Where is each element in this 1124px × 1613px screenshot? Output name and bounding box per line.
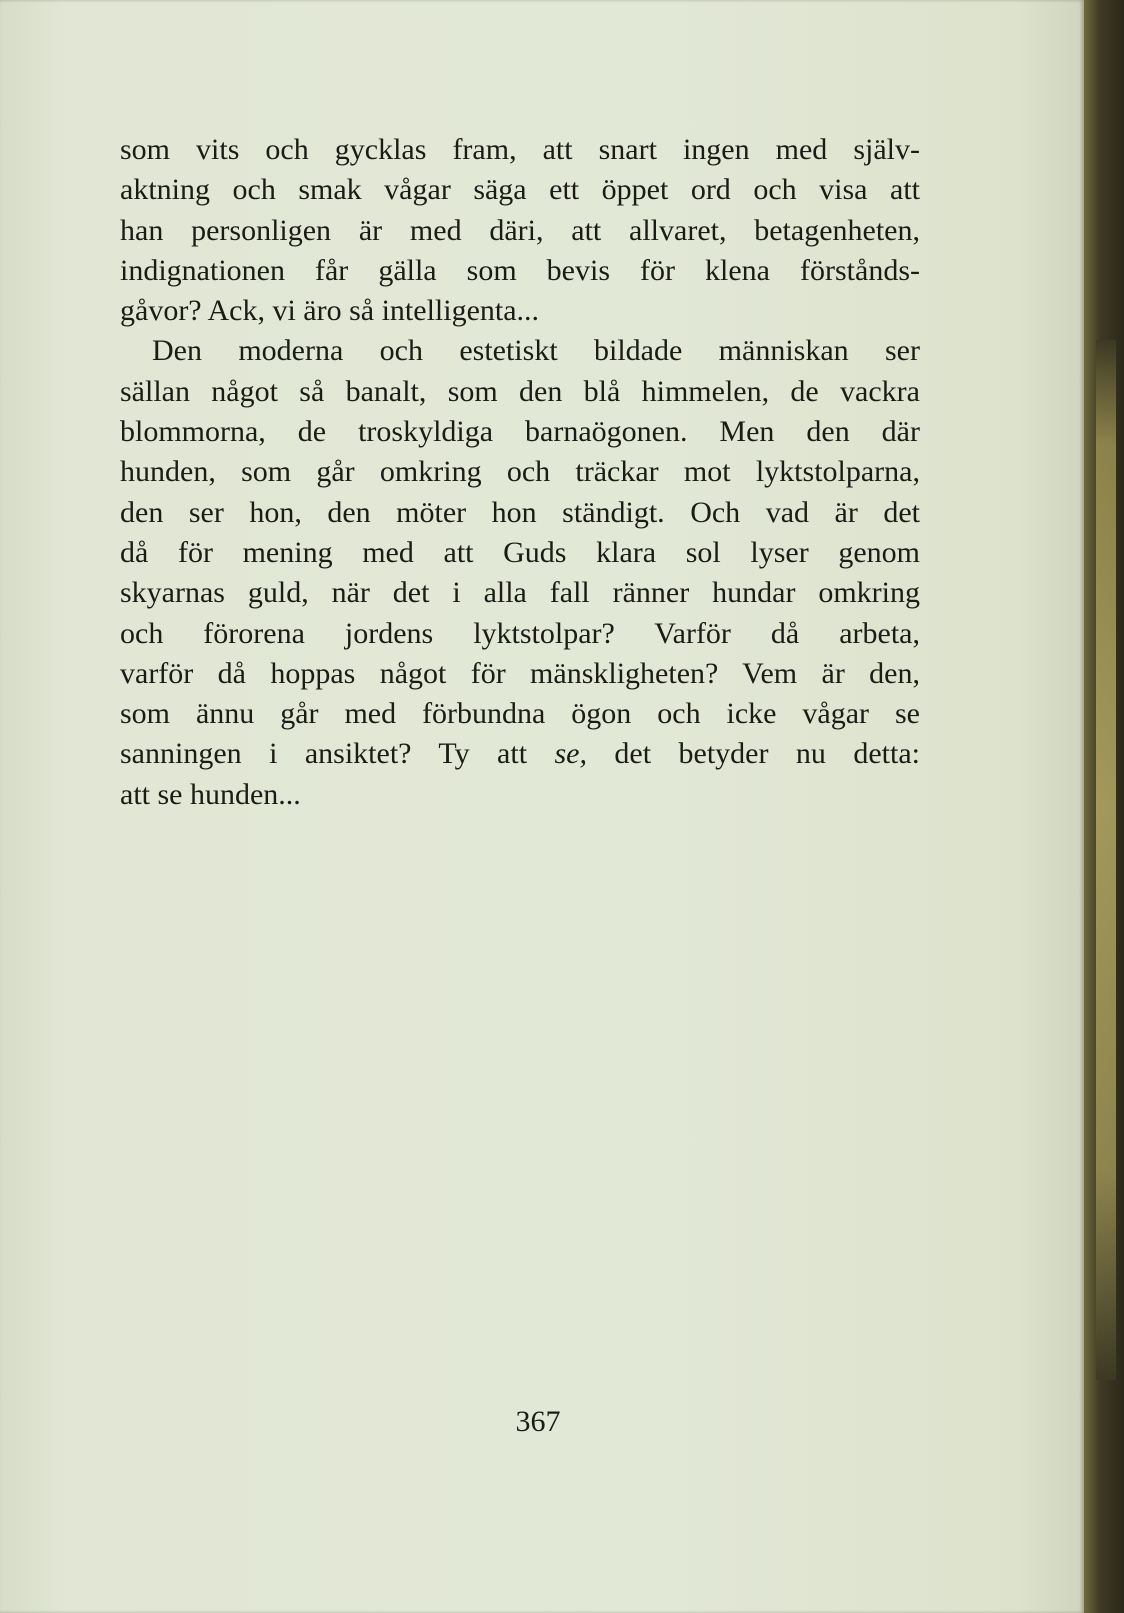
text-line: att se hunden... (120, 777, 301, 811)
page-number: 367 (515, 1405, 561, 1438)
text-line: skyarnas guld, när det i alla fall ränner hundar omkring (120, 576, 920, 610)
text-line: den ser hon, den möter hon ständigt. Och vad är det (120, 495, 920, 529)
text-line: som ännu går med förbundna ögon och icke vågar se (120, 697, 920, 731)
text-segment: det betyder nu detta: (586, 737, 920, 771)
text-line: Den moderna och estetiskt bildade människan ser (152, 334, 920, 368)
text-line: aktning och smak vågar säga ett öppet ord och visa att (120, 173, 920, 207)
text-line: indignationen får gälla som bevis för klena förstånds- (120, 253, 920, 287)
text-line: blommorna, de troskyldiga barnaögonen. Men den där (120, 415, 920, 449)
text-line: och förorena jordens lyktstolpar? Varför då arbeta, (120, 616, 920, 650)
text-line: gåvor? Ack, vi äro så intelligenta... (120, 294, 540, 328)
text-line: varför då hoppas något för mänskligheten? Vem är den, (120, 656, 920, 690)
emphasized-word: se, (554, 737, 587, 771)
body-text (120, 130, 920, 815)
paragraph-2 (120, 331, 920, 815)
text-line: som vits och gycklas fram, att snart ingen med själv- (120, 133, 920, 166)
text-segment: sanningen i ansiktet? Ty att (120, 737, 555, 771)
text-line-with-emphasis (120, 734, 920, 774)
text-line: då för mening med att Guds klara sol lyser genom (120, 535, 920, 569)
page-edge-highlight (1096, 340, 1116, 1380)
text-line: hunden, som går omkring och träckar mot lyktstolparna, (120, 455, 920, 489)
text-line: sällan något så banalt, som den blå himmelen, de vackra (120, 374, 920, 408)
text-line: han personligen är med däri, att allvaret, betagenheten, (120, 213, 920, 247)
paragraph-1 (120, 130, 920, 331)
